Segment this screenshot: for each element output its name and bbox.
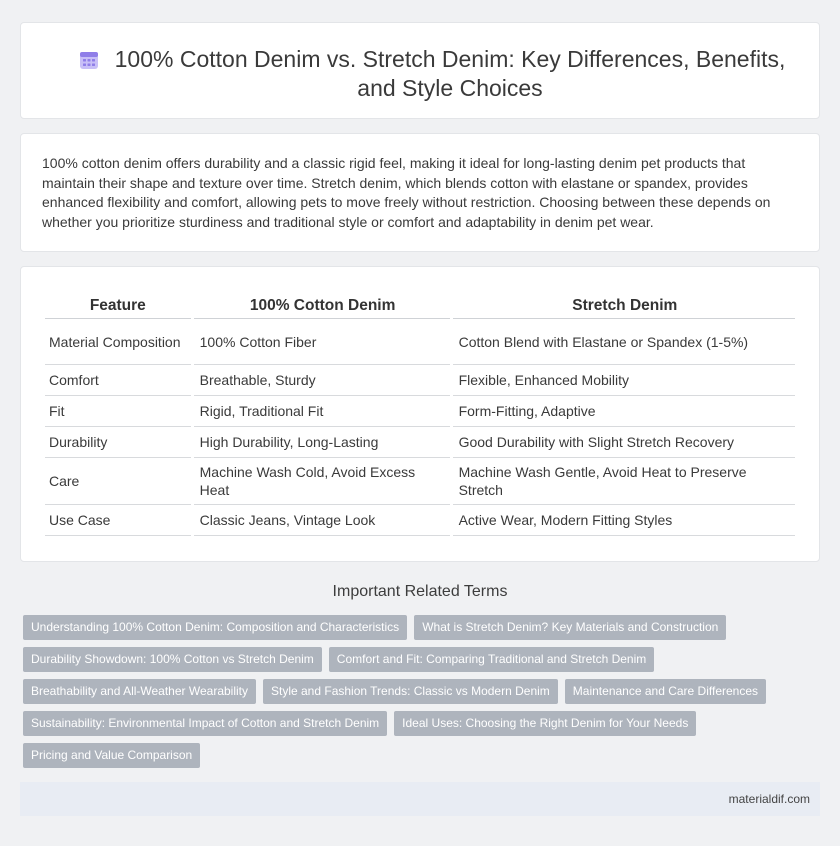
tag-row [23, 615, 823, 640]
table-row [45, 396, 795, 427]
table-row [45, 505, 795, 536]
stretch-cell: Cotton Blend with Elastane or Spandex (1-5%) [453, 319, 795, 365]
cotton-cell: Machine Wash Cold, Avoid Excess Heat [194, 458, 450, 505]
feature-cell: Durability [45, 427, 191, 458]
related-term-link[interactable]: Breathability and All-Weather Wearability [23, 679, 256, 704]
feature-cell: Comfort [45, 365, 191, 396]
stretch-cell: Machine Wash Gentle, Avoid Heat to Preserve Stretch [453, 458, 795, 505]
cotton-cell: Classic Jeans, Vintage Look [194, 505, 450, 536]
tag-row [23, 647, 823, 672]
tag-row [23, 711, 823, 736]
table-header-row [45, 293, 795, 319]
title-card [20, 22, 820, 119]
table-row [45, 458, 795, 505]
cotton-cell: 100% Cotton Fiber [194, 319, 450, 365]
stretch-cell: Good Durability with Slight Stretch Recovery [453, 427, 795, 458]
related-term-link[interactable]: Understanding 100% Cotton Denim: Composition and Characteristics [23, 615, 407, 640]
related-terms-heading: Important Related Terms [332, 583, 508, 600]
table-row [45, 427, 795, 458]
feature-cell: Use Case [45, 505, 191, 536]
related-term-link[interactable]: Durability Showdown: 100% Cotton vs Stretch Denim [23, 647, 322, 672]
related-term-link[interactable]: Sustainability: Environmental Impact of Cotton and Stretch Denim [23, 711, 387, 736]
page-title: 100% Cotton Denim vs. Stretch Denim: Key Differences, Benefits, and Style Choices [114, 46, 786, 101]
header-cotton-denim: 100% Cotton Denim [194, 293, 450, 319]
calendar-grid-icon [78, 49, 100, 71]
stretch-cell: Form-Fitting, Adaptive [453, 396, 795, 427]
related-term-link[interactable]: Comfort and Fit: Comparing Traditional and Stretch Denim [329, 647, 654, 672]
comparison-table [42, 293, 798, 536]
cotton-cell: High Durability, Long-Lasting [194, 427, 450, 458]
related-term-link[interactable]: Pricing and Value Comparison [23, 743, 200, 768]
feature-cell: Care [45, 458, 191, 505]
stretch-cell: Active Wear, Modern Fitting Styles [453, 505, 795, 536]
related-term-link[interactable]: Ideal Uses: Choosing the Right Denim for Your Needs [394, 711, 696, 736]
footer-site-name: materialdif.com [728, 792, 810, 806]
stretch-cell: Flexible, Enhanced Mobility [453, 365, 795, 396]
header-stretch-denim: Stretch Denim [453, 293, 795, 319]
related-term-link[interactable]: Maintenance and Care Differences [565, 679, 766, 704]
header-feature: Feature [45, 293, 191, 319]
related-terms-list [23, 615, 823, 775]
comparison-table-card [20, 266, 820, 562]
cotton-cell: Rigid, Traditional Fit [194, 396, 450, 427]
footer [20, 782, 820, 816]
feature-cell: Material Composition [45, 319, 191, 365]
feature-cell: Fit [45, 396, 191, 427]
table-row [45, 365, 795, 396]
intro-paragraph: 100% cotton denim offers durability and a classic rigid feel, making it ideal for long-lasting denim pet products that maintain their shape and texture over time. Stretch denim, which blends cotton with elastane or spandex, provides enhanced flexibility and comfort, allowing pets to move freely without restriction. Choosing between these depends on whether you prioritize sturdiness and traditional style or comfort and adaptability in denim pet wear. [42, 155, 771, 230]
related-term-link[interactable]: Style and Fashion Trends: Classic vs Modern Denim [263, 679, 558, 704]
tag-row [23, 743, 823, 768]
table-row [45, 319, 795, 365]
intro-card [20, 133, 820, 252]
related-term-link[interactable]: What is Stretch Denim? Key Materials and Construction [414, 615, 726, 640]
tag-row [23, 679, 823, 704]
cotton-cell: Breathable, Sturdy [194, 365, 450, 396]
